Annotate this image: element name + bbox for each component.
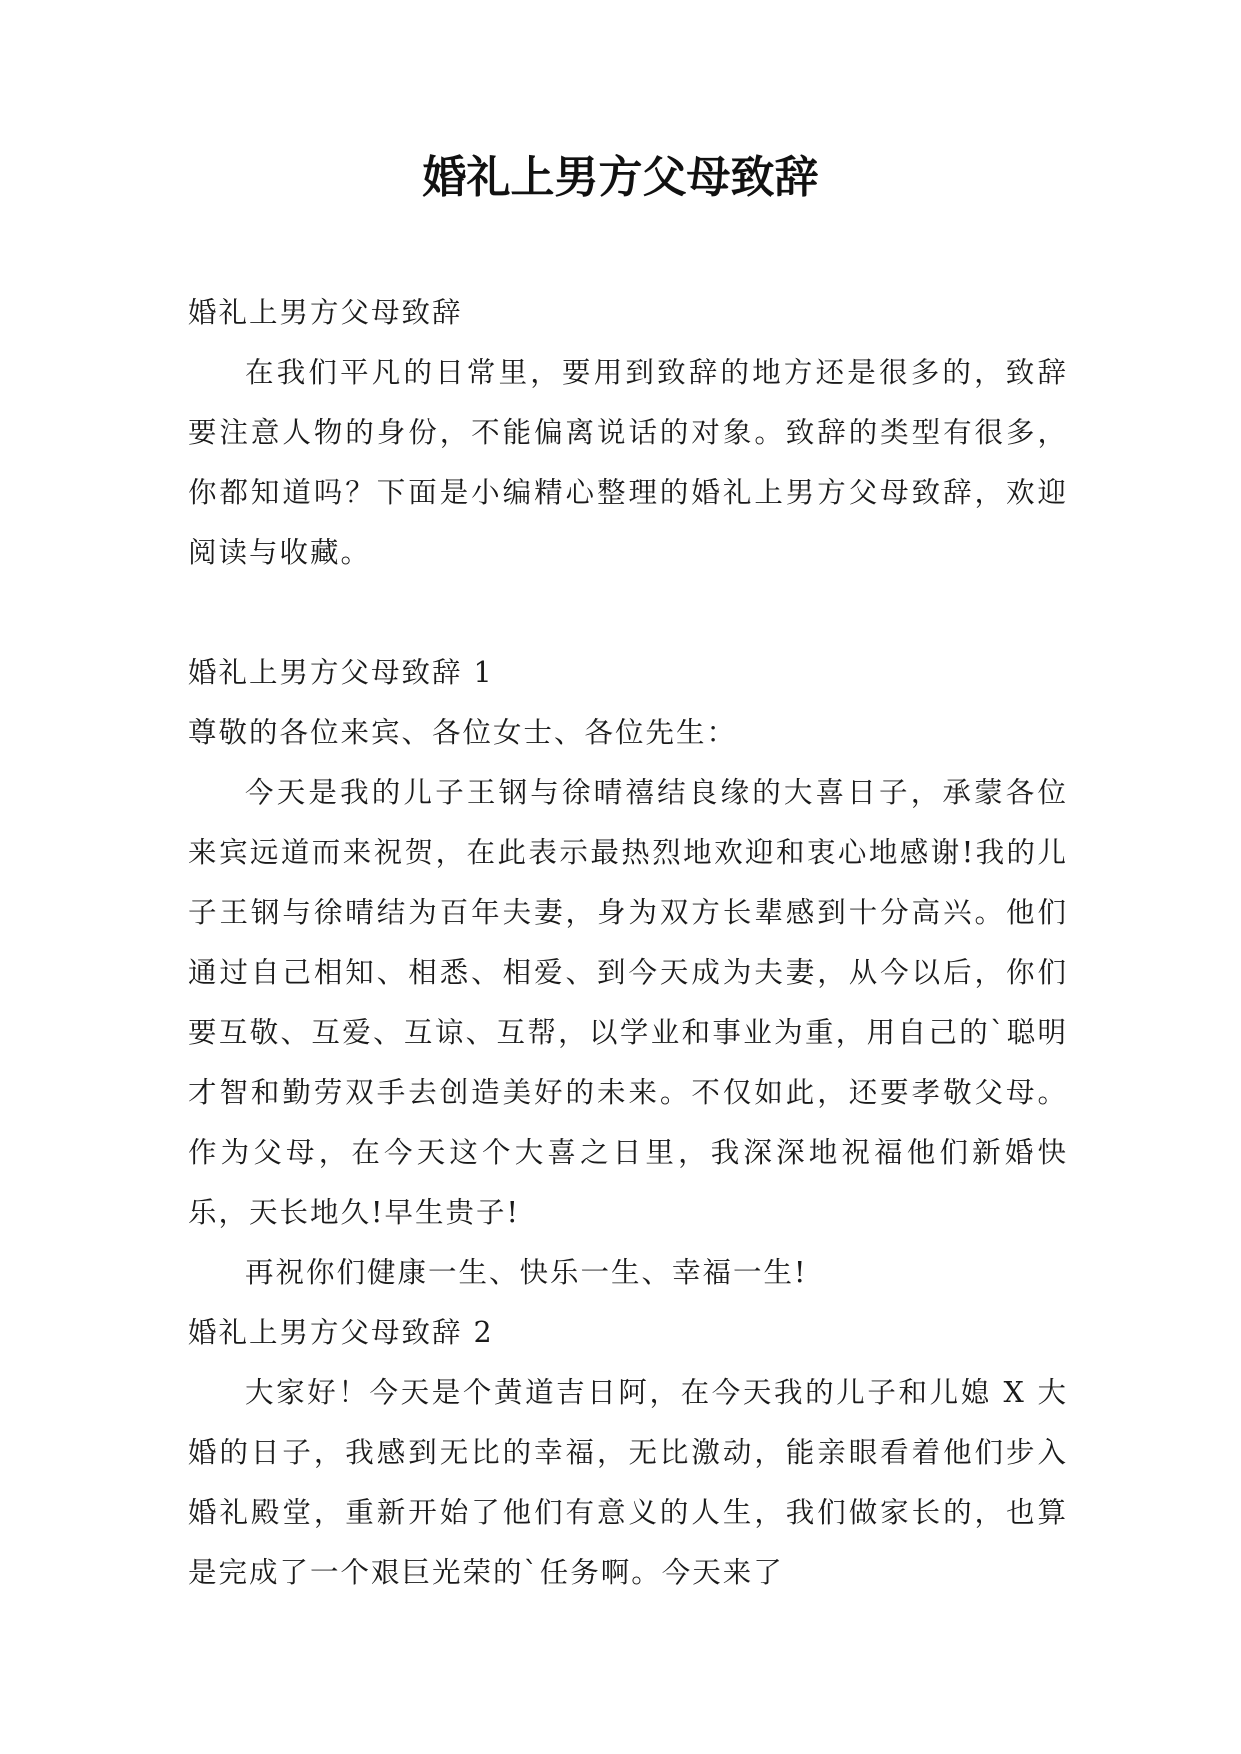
- speech-paragraph: 再祝你们健康一生、快乐一生、幸福一生!: [245, 1256, 808, 1289]
- section-heading: 婚礼上男方父母致辞 1: [188, 656, 494, 689]
- intro-paragraph: 在我们平凡的日常里，要用到致辞的地方还是很多的，致辞要注意人物的身份，不能偏离说话的对象。致辞的类型有很多，你都知道吗？下面是小编精心整理的婚礼上男方父母致辞，欢迎阅读与收藏。: [188, 356, 1068, 569]
- blank-line: [188, 583, 1068, 643]
- section-heading: 婚礼上男方父母致辞: [188, 296, 463, 329]
- section-heading: 婚礼上男方父母致辞 2: [188, 1316, 494, 1349]
- document-title: 婚礼上男方父母致辞: [422, 152, 819, 203]
- speech-paragraph: 大家好！今天是个黄道吉日阿，在今天我的儿子和儿媳 X 大婚的日子，我感到无比的幸福，无比激动，能亲眼看着他们步入婚礼殿堂，重新开始了他们有意义的人生，我们做家长的，也算是完成了一个艰巨光荣的`任务啊。今天来了: [188, 1376, 1068, 1589]
- salutation: 尊敬的各位来宾、各位女士、各位先生：: [188, 716, 738, 749]
- document-body: [188, 283, 1068, 1603]
- speech-paragraph: 今天是我的儿子王钢与徐晴禧结良缘的大喜日子，承蒙各位来宾远道而来祝贺，在此表示最热烈地欢迎和衷心地感谢!我的儿子王钢与徐晴结为百年夫妻，身为双方长辈感到十分高兴。他们通过自己相知、相悉、相爱、到今天成为夫妻，从今以后，你们要互敬、互爱、互谅、互帮，以学业和事业为重，用自己的`聪明才智和勤劳双手去创造美好的未来。不仅如此，还要孝敬父母。作为父母，在今天这个大喜之日里，我深深地祝福他们新婚快乐，天长地久!早生贵子!: [188, 776, 1068, 1229]
